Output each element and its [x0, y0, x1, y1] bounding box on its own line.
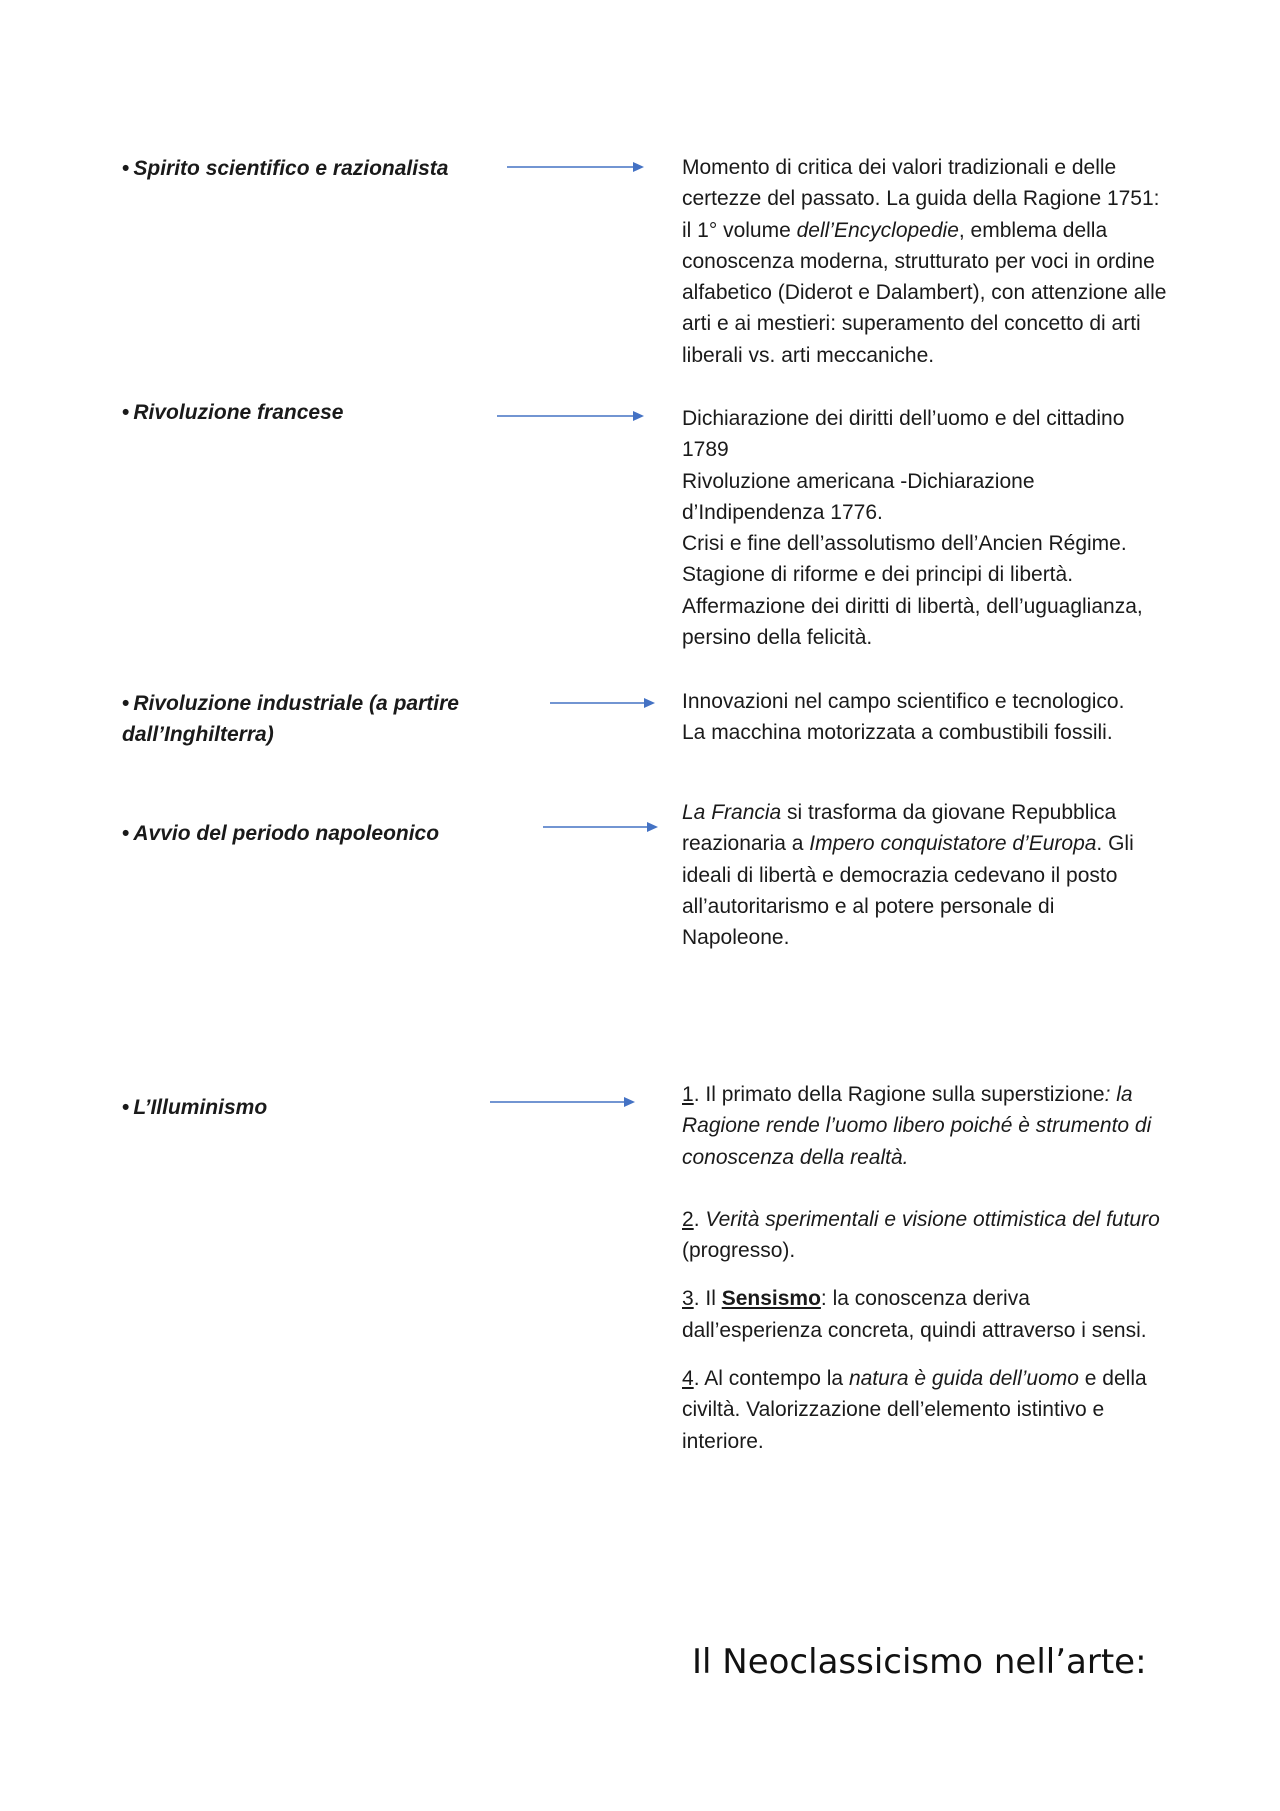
bullet-spirito-scientifico	[122, 153, 482, 184]
bullet-rivoluzione-industriale	[122, 688, 502, 750]
point-1: 1. Il primato della Ragione sulla superstizione: la Ragione rende l’uomo libero poiché è strumento di conoscenza della realtà.	[682, 1083, 1152, 1169]
bullet-dot: •	[122, 157, 130, 180]
arrow-right-icon	[548, 696, 656, 710]
bullet-label: Spirito scientifico e razionalista	[133, 157, 449, 180]
bullet-label: dall’Inghilterra)	[122, 723, 274, 746]
description-illuminismo	[682, 1079, 1172, 1457]
bullet-label: Rivoluzione industriale (a partire	[133, 692, 459, 715]
bullet-label: Rivoluzione francese	[133, 401, 344, 424]
arrow-right-icon	[541, 820, 659, 834]
point-2: 2. Verità sperimentali e visione ottimistica del futuro (progresso).	[682, 1207, 1160, 1263]
bullet-periodo-napoleonico	[122, 818, 482, 849]
point-3: 3. Il Sensismo: la conoscenza deriva dall’esperienza concreta, quindi attraverso i sensi.	[682, 1287, 1147, 1342]
bullet-dot: •	[122, 692, 130, 715]
bullet-rivoluzione-francese	[122, 397, 482, 428]
arrow-right-icon	[505, 160, 645, 174]
bullet-label: L’Illuminismo	[133, 1096, 268, 1119]
bullet-dot: •	[122, 822, 130, 845]
description-periodo-napoleonico: La Francia si trasforma da giovane Repubblica reazionaria a Impero conquistatore d’Europa. Gli ideali di libertà e democrazia cedevano il posto all’autoritarismo e al potere personale di Napoleone.	[682, 801, 1134, 950]
arrow-right-icon	[488, 1095, 636, 1109]
bullet-dot: •	[122, 1096, 130, 1119]
bullet-illuminismo	[122, 1092, 482, 1123]
description-rivoluzione-francese: Dichiarazione dei diritti dell’uomo e del cittadino 1789 Rivoluzione americana -Dichiarazione d’Indipendenza 1776. Crisi e fine dell’assolutismo dell’Ancien Régime. Stagione di riforme e dei principi di libertà. Affermazione dei diritti di libertà, dell’uguaglianza, persino della felicità.	[682, 407, 1143, 650]
section-heading: Il Neoclassicismo nell’arte:	[692, 1642, 1147, 1682]
point-4: 4. Al contempo la natura è guida dell’uomo e della civiltà. Valorizzazione dell’elemento istintivo e interiore.	[682, 1367, 1147, 1453]
arrow-right-icon	[495, 409, 645, 423]
description-rivoluzione-industriale: Innovazioni nel campo scientifico e tecnologico. La macchina motorizzata a combustibili fossili.	[682, 690, 1125, 745]
bullet-dot: •	[122, 401, 130, 424]
description-spirito-scientifico: Momento di critica dei valori tradizionali e delle certezze del passato. La guida della Ragione 1751: il 1° volume dell’Encyclopedie, emblema della conoscenza moderna, strutturato per voci in ordine alfabetico (Diderot e Dalambert), con attenzione alle arti e ai mestieri: superamento del concetto di arti liberali vs. arti meccaniche.	[682, 156, 1167, 367]
bullet-label: Avvio del periodo napoleonico	[133, 822, 440, 845]
